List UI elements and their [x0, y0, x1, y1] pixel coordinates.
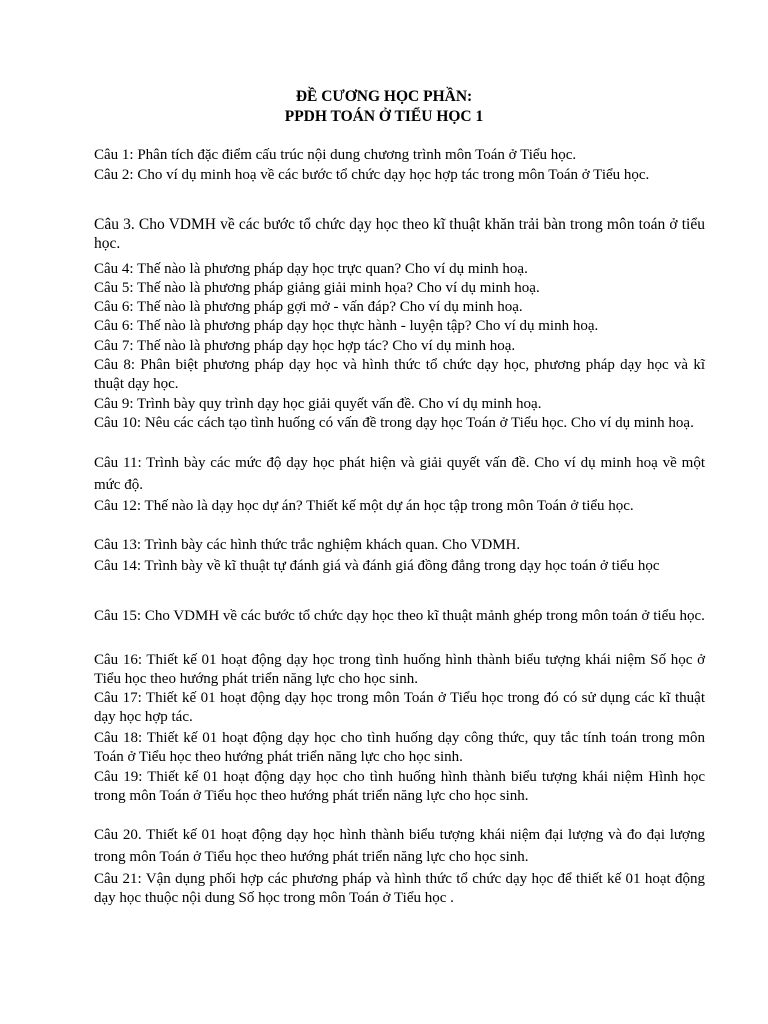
question-15: Câu 15: Cho VDMH về các bước tổ chức dạy học theo kĩ thuật mảnh ghép trong môn toán ở tiểu học. [94, 608, 705, 624]
document-title: ĐỀ CƯƠNG HỌC PHẦN: [295, 88, 473, 105]
question-2: Câu 2: Cho ví dụ minh hoạ về các bước tổ chức dạy học hợp tác trong môn Toán ở Tiểu học. [94, 167, 650, 183]
question-11: Câu 11: Trình bày các mức độ dạy học phát hiện và giải quyết vấn đề. Cho ví dụ minh hoạ về một mức độ. [94, 455, 705, 493]
question-4: Câu 4: Thế nào là phương pháp dạy học trực quan? Cho ví dụ minh hoạ. [94, 261, 528, 277]
document-subtitle: PPDH TOÁN Ở TIỂU HỌC 1 [284, 108, 484, 125]
question-17: Câu 17: Thiết kế 01 hoạt động dạy học trong môn Toán ở Tiểu học trong đó có sử dụng các kĩ thuật dạy học hợp tác. [94, 690, 705, 725]
question-20: Câu 20. Thiết kế 01 hoạt động dạy học hình thành biểu tượng khái niệm đại lượng và đo đại lượng trong môn Toán ở Tiểu học theo hướng phát triển năng lực cho học sinh. [94, 827, 705, 865]
question-19: Câu 19: Thiết kế 01 hoạt động dạy học cho tình huống hình thành biểu tượng khái niệm Hình học trong môn Toán ở Tiểu học theo hướng phát triển năng lực cho học sinh. [94, 769, 705, 804]
question-1: Câu 1: Phân tích đặc điểm cấu trúc nội dung chương trình môn Toán ở Tiểu học. [94, 147, 577, 163]
question-8: Câu 8: Phân biệt phương pháp dạy học và hình thức tổ chức dạy học, phương pháp dạy học và kĩ thuật dạy học. [94, 357, 705, 392]
question-12: Câu 12: Thế nào là dạy học dự án? Thiết kế một dự án học tập trong môn Toán ở tiểu học. [94, 498, 634, 514]
question-16: Câu 16: Thiết kế 01 hoạt động dạy học trong tình huống hình thành biểu tượng khái niệm Số học ở Tiểu học theo hướng phát triển năng lực cho học sinh. [94, 652, 705, 687]
question-10: Câu 10: Nêu các cách tạo tình huống có vấn đề trong dạy học Toán ở Tiểu học. Cho ví dụ minh hoạ. [94, 415, 694, 431]
question-13: Câu 13: Trình bày các hình thức trắc nghiệm khách quan. Cho VDMH. [94, 537, 521, 553]
question-9: Câu 9: Trình bày quy trình dạy học giải quyết vấn đề. Cho ví dụ minh hoạ. [94, 396, 542, 412]
question-18: Câu 18: Thiết kế 01 hoạt động dạy học cho tình huống dạy công thức, quy tắc tính toán trong môn Toán ở Tiểu học theo hướng phát triển năng lực cho học sinh. [94, 730, 705, 765]
question-21: Câu 21: Vận dụng phối hợp các phương pháp và hình thức tổ chức dạy học để thiết kế 01 hoạt động dạy học thuộc nội dung Số học trong môn Toán ở Tiểu học . [94, 871, 705, 906]
question-5: Câu 5: Thế nào là phương pháp giảng giải minh họa? Cho ví dụ minh hoạ. [94, 280, 540, 296]
question-3: Câu 3. Cho VDMH về các bước tổ chức dạy học theo kĩ thuật khăn trải bàn trong môn toán ở tiểu học. [94, 216, 705, 252]
question-14: Câu 14: Trình bày về kĩ thuật tự đánh giá và đánh giá đồng đẳng trong dạy học toán ở tiểu học [94, 558, 660, 574]
question-6a: Câu 6: Thế nào là phương pháp gợi mở - vấn đáp? Cho ví dụ minh hoạ. [94, 299, 523, 315]
question-6b: Câu 6: Thế nào là phương pháp dạy học thực hành - luyện tập? Cho ví dụ minh hoạ. [94, 318, 599, 334]
question-7: Câu 7: Thế nào là phương pháp dạy học hợp tác? Cho ví dụ minh hoạ. [94, 338, 516, 354]
